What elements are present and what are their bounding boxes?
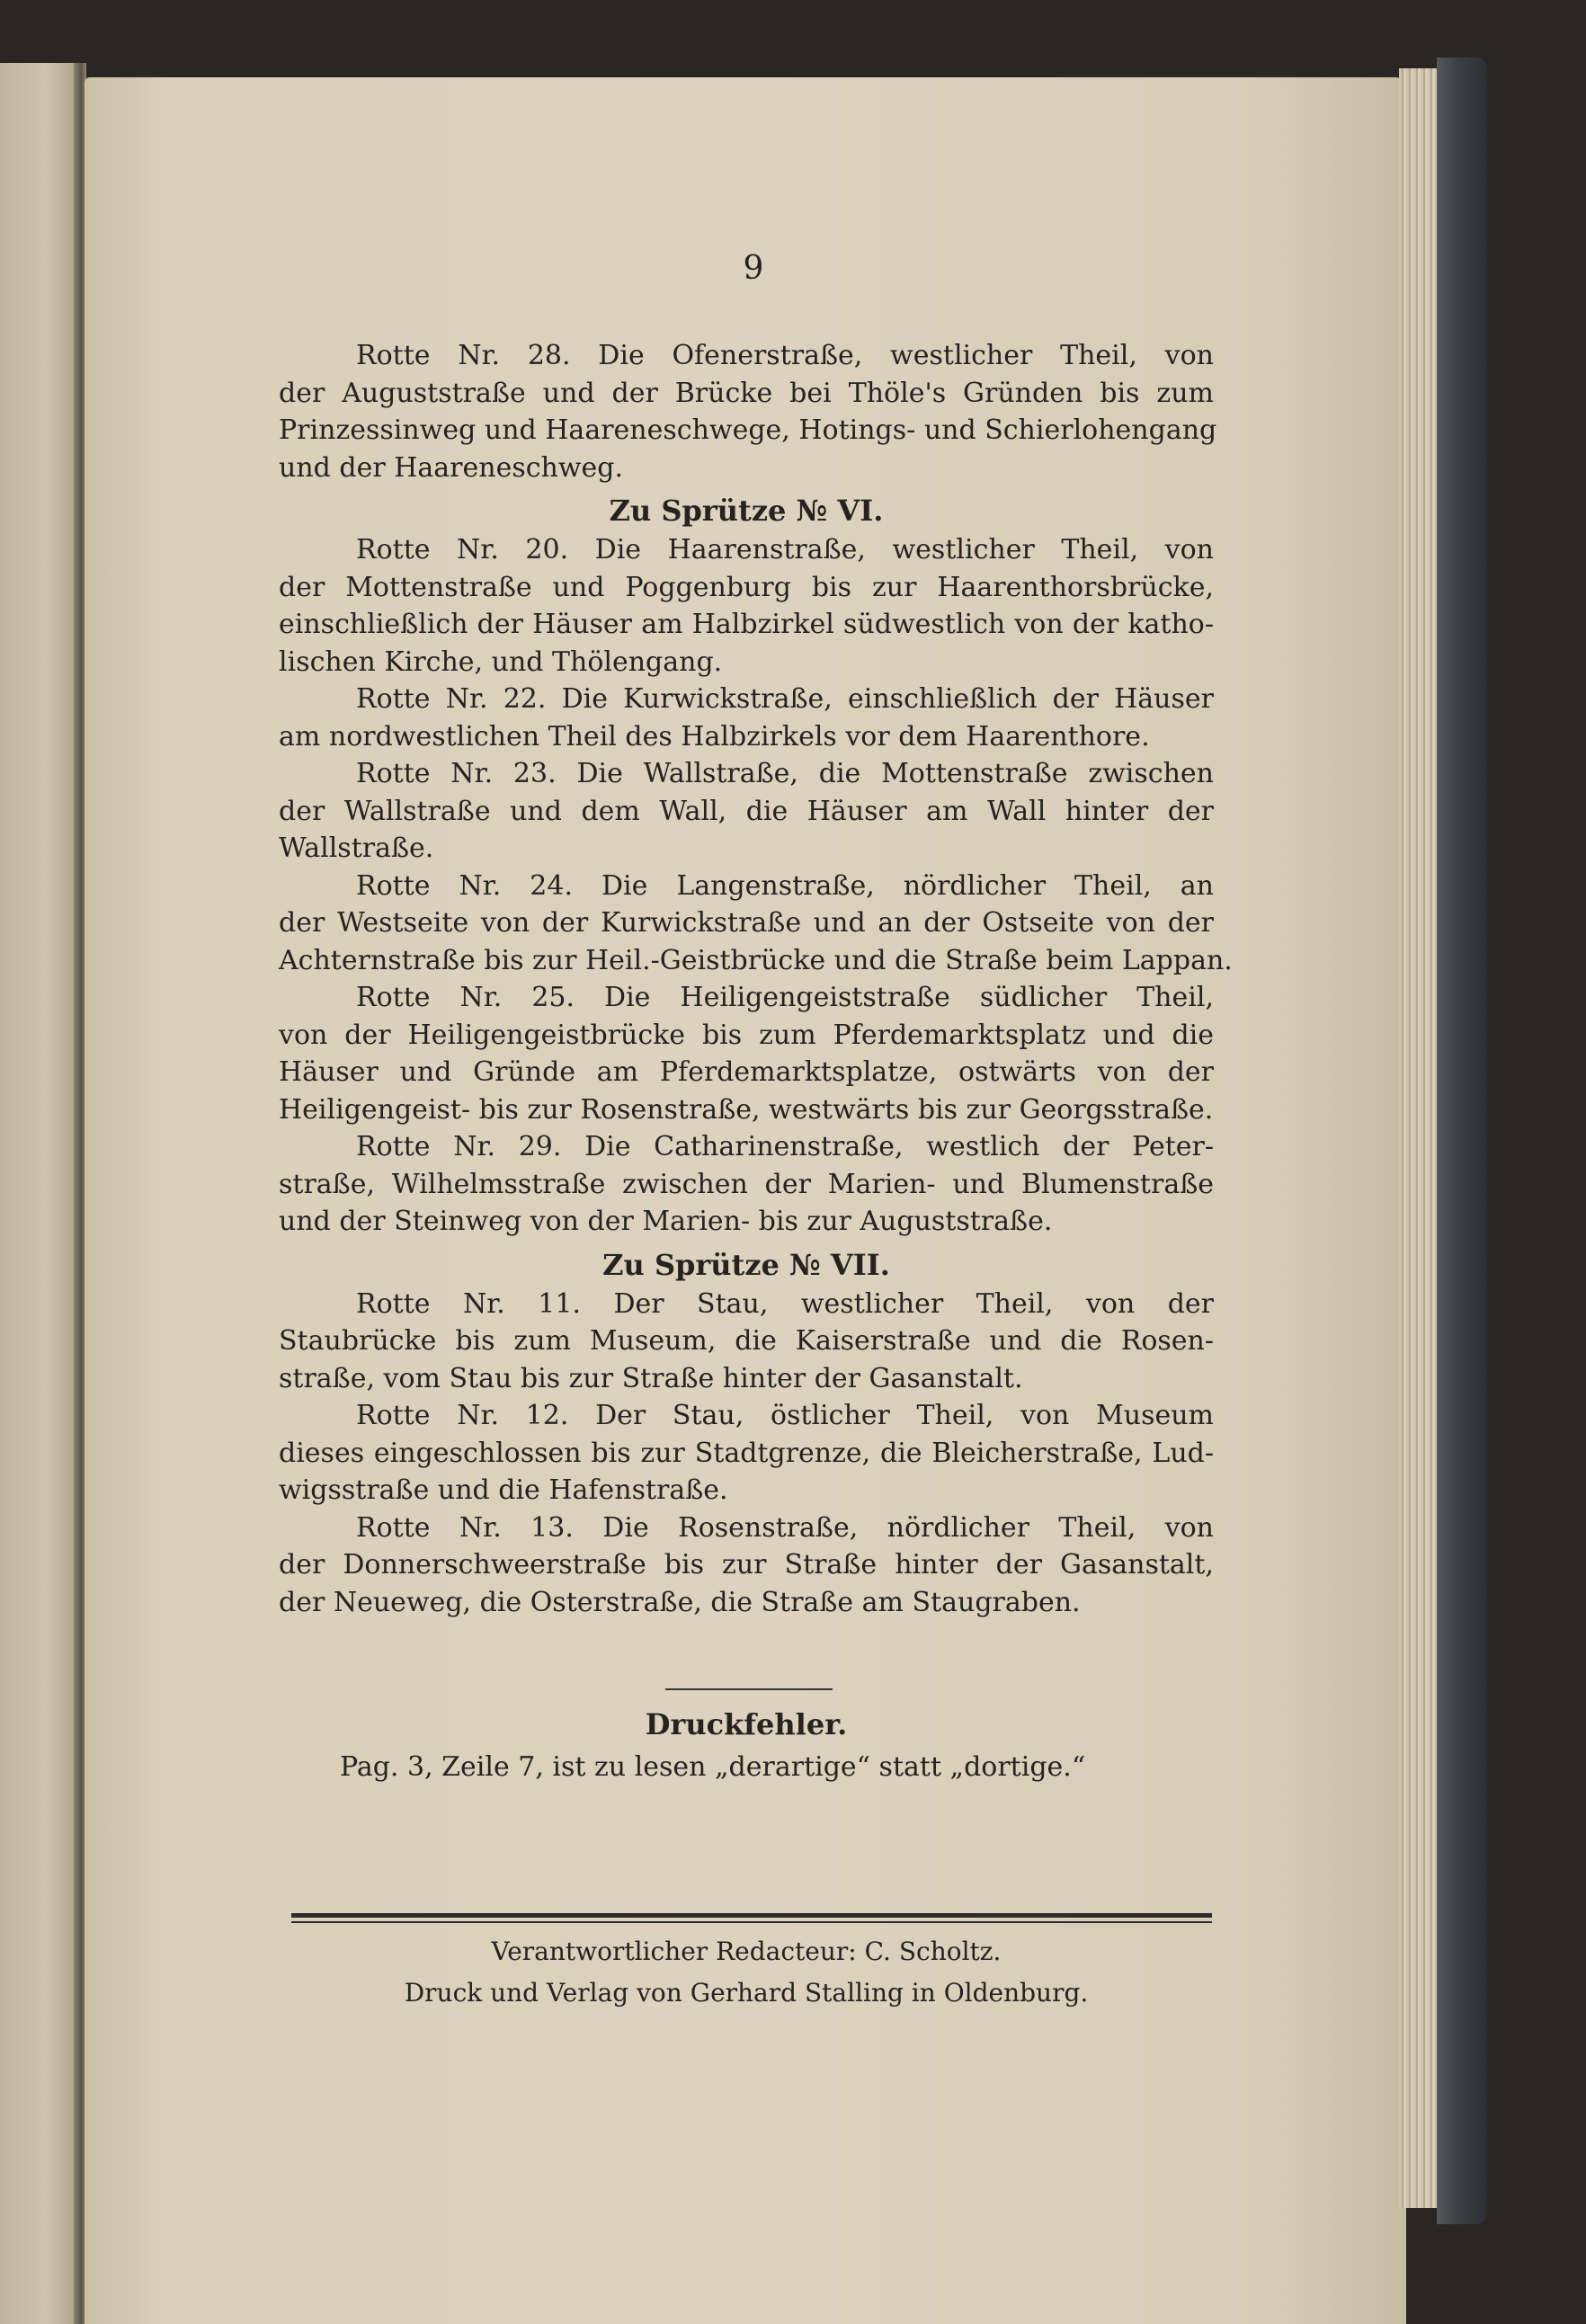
text-line: Rotte Nr. 25. Die Heiligengeiststraße südlicher Theil, (356, 982, 1214, 1013)
divider-short (665, 1688, 833, 1690)
text-line: und der Haareneschweg. (279, 451, 624, 484)
imprint-printer: Druck und Verlag von Gerhard Stalling in Oldenburg. (404, 1978, 1089, 2008)
erratum-title: Druckfehler. (645, 1707, 848, 1741)
text-line: Rotte Nr. 11. Der Stau, westlicher Theil, von der (356, 1287, 1214, 1320)
footer-rule-thin (291, 1921, 1212, 1923)
section-heading: Zu Sprütze № VI. (609, 494, 884, 528)
text-line: der Westseite von der Kurwickstraße und an der Ostseite von der (279, 907, 1214, 939)
text-line: straße, Wilhelmsstraße zwischen der Marien- und Blumenstraße (279, 1168, 1214, 1200)
section-heading: Zu Sprütze № VII. (602, 1247, 890, 1282)
text-line: dieses eingeschlossen bis zur Stadtgrenze, die Bleicherstraße, Lud- (279, 1437, 1214, 1469)
text-line: der Wallstraße und dem Wall, die Häuser am Wall hinter der (279, 795, 1214, 827)
book-cover-edge (1437, 58, 1487, 2224)
text-line: Rotte Nr. 23. Die Wallstraße, die Mottenstraße zwischen (356, 758, 1214, 789)
left-page-edge (0, 63, 83, 2324)
text-line: der Neueweg, die Osterstraße, die Straße am Staugraben. (279, 1586, 1081, 1618)
text-line: Achternstraße bis zur Heil.-Geistbrücke und die Straße beim Lappan. (279, 944, 1233, 976)
text-line: Rotte Nr. 24. Die Langenstraße, nördlicher Theil, an (356, 869, 1214, 902)
page-number: 9 (743, 250, 764, 287)
page-stack-edge (1399, 68, 1440, 2208)
text-line: Prinzessinweg und Haareneschwege, Hotings- und Schierlohengang (279, 414, 1217, 446)
text-line: Rotte Nr. 22. Die Kurwickstraße, einschließlich der Häuser (356, 683, 1214, 715)
text-line: und der Steinweg von der Marien- bis zur Auguststraße. (279, 1206, 1053, 1237)
text-line: Rotte Nr. 28. Die Ofenerstraße, westlicher Theil, von (356, 340, 1214, 371)
text-line: am nordwestlichen Theil des Halbzirkels vor dem Haarenthore. (279, 720, 1150, 752)
text-line: straße, vom Stau bis zur Straße hinter der Gasanstalt. (279, 1362, 1023, 1394)
text-line: der Mottenstraße und Poggenburg bis zur Haarenthorsbrücke, (279, 571, 1214, 603)
imprint-editor: Verantwortlicher Redacteur: C. Scholtz. (491, 1937, 1002, 1966)
text-line: Rotte Nr. 12. Der Stau, östlicher Theil, von Museum (356, 1400, 1214, 1431)
text-line: Wallstraße. (279, 833, 434, 864)
text-line: der Donnerschweerstraße bis zur Straße hinter der Gasanstalt, (279, 1549, 1214, 1580)
text-line: Rotte Nr. 20. Die Haarenstraße, westlicher Theil, von (356, 534, 1214, 565)
erratum-text: Pag. 3, Zeile 7, ist zu lesen „derartige“ statt „dortige.“ (340, 1751, 1086, 1783)
text-line: von der Heiligengeistbrücke bis zum Pferdemarktsplatz und die (279, 1019, 1214, 1051)
text-line: Staubrücke bis zum Museum, die Kaiserstraße und die Rosen- (279, 1325, 1214, 1357)
text-line: Rotte Nr. 29. Die Catharinenstraße, westlich der Peter- (356, 1131, 1214, 1162)
text-line: lischen Kirche, und Thölengang. (279, 646, 723, 678)
text-line: Rotte Nr. 13. Die Rosenstraße, nördlicher Theil, von (356, 1511, 1214, 1544)
text-line: wigsstraße und die Hafenstraße. (279, 1474, 728, 1506)
text-line: Häuser und Gründe am Pferdemarktsplatze, ostwärts von der (279, 1056, 1214, 1088)
text-line: der Auguststraße und der Brücke bei Thöle's Gründen bis zum (279, 377, 1214, 409)
footer-rule-thick (291, 1913, 1212, 1918)
text-line: Heiligengeist- bis zur Rosenstraße, westwärts bis zur Georgsstraße. (279, 1093, 1214, 1126)
text-line: einschließlich der Häuser am Halbzirkel südwestlich von der katho- (279, 609, 1214, 640)
